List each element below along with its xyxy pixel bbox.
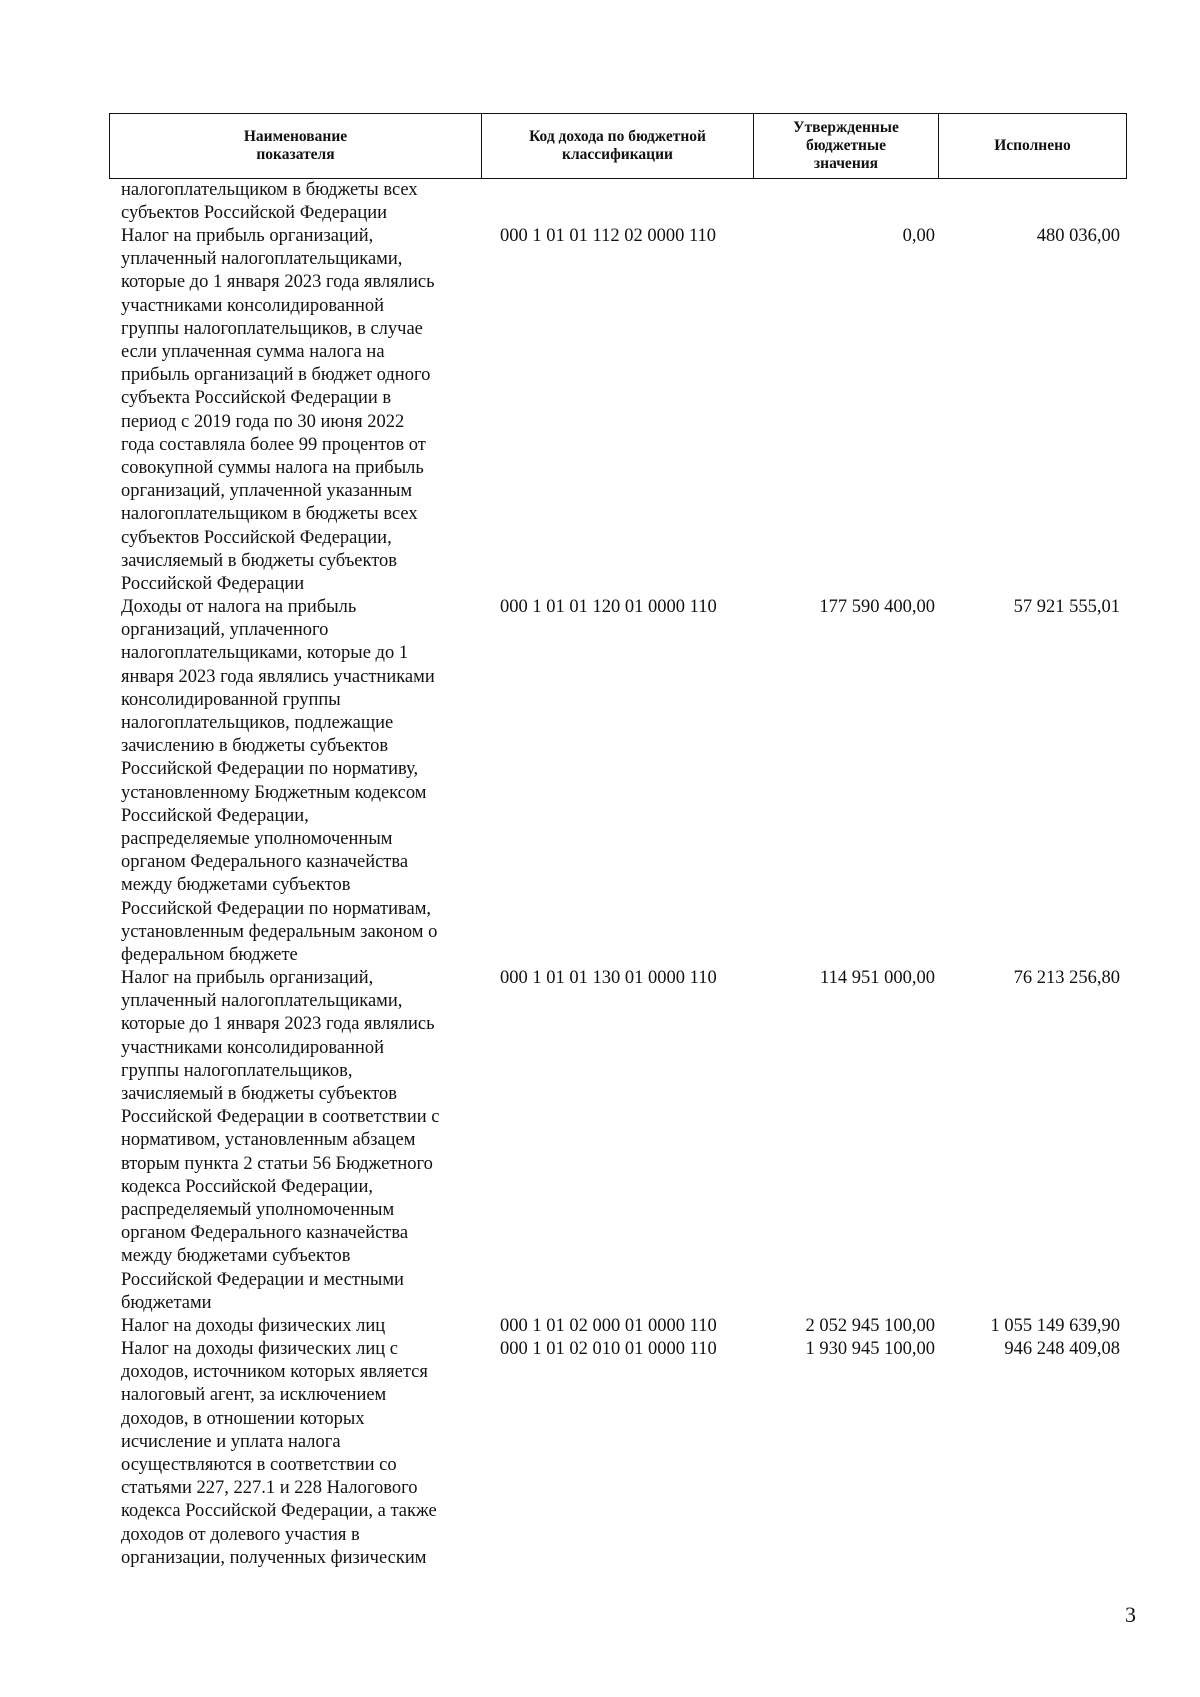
header-code: Код дохода по бюджетной классификации: [482, 114, 754, 178]
row-approved: 0,00: [902, 226, 935, 246]
table-header: [109, 113, 1127, 179]
header-approved: Утвержденные бюджетные значения: [754, 114, 939, 178]
page-number: 3: [1125, 1602, 1136, 1627]
row-done: 76 213 256,80: [1013, 968, 1120, 988]
row-name: Налог на доходы физических лиц с доходов, источником которых является налоговый агент, за исключением доходов, в отношении которых исчисление и уплата налога осуществляются в соответствии со статьями 227, 227.1 и 228 Налогового кодекса Российской Федерации, а также доходов от долевого участия в организации, полученных физическим: [121, 1339, 437, 1568]
row-done: 1 055 149 639,90: [990, 1316, 1120, 1336]
row-done: 480 036,00: [1036, 226, 1120, 246]
row-name: Налог на доходы физических лиц: [121, 1316, 386, 1336]
row-code: 000 1 01 01 130 01 0000 110: [500, 968, 717, 988]
row-approved: 1 930 945 100,00: [805, 1339, 935, 1359]
row-approved: 114 951 000,00: [820, 968, 935, 988]
row-code: 000 1 01 02 010 01 0000 110: [500, 1339, 717, 1359]
row-name: налогоплательщиком в бюджеты всех субъектов Российской Федерации: [121, 180, 418, 224]
row-done: 946 248 409,08: [1004, 1339, 1120, 1359]
row-name: Налог на прибыль организаций, уплаченный налогоплательщиками, которые до 1 января 2023 года являлись участниками консолидированной группы налогоплательщиков, зачисляемый в бюджеты субъектов Российской Федерации в соответствии с нормативом, установленным абзацем вторым пункта 2 статьи 56 Бюджетного кодекса Российской Федерации, распределяемый уполномоченным органом Федерального казначейства между бюджетами субъектов Российской Федерации и местными бюджетами: [121, 968, 440, 1313]
row-name: Налог на прибыль организаций, уплаченный налогоплательщиками, которые до 1 января 2023 года являлись участниками консолидированной группы налогоплательщиков, в случае если уплаченная сумма налога на прибыль организаций в бюджет одного субъекта Российской Федерации в период с 2019 года по 30 июня 2022 года составляла более 99 процентов от совокупной суммы налога на прибыль организаций, уплаченной указанным налогоплательщиком в бюджеты всех субъектов Российской Федерации, зачисляемый в бюджеты субъектов Российской Федерации: [121, 226, 435, 595]
row-name: Доходы от налога на прибыль организаций, уплаченного налогоплательщиками, которые до 1 января 2023 года являлись участниками консолидированной группы налогоплательщиков, подлежащие зачислению в бюджеты субъектов Российской Федерации по нормативу, установленному Бюджетным кодексом Российской Федерации, распределяемые уполномоченным органом Федерального казначейства между бюджетами субъектов Российской Федерации по нормативам, установленным федеральным законом о федеральном бюджете: [121, 597, 438, 966]
row-approved: 177 590 400,00: [819, 597, 935, 617]
row-code: 000 1 01 01 112 02 0000 110: [500, 226, 717, 246]
header-done: Исполнено: [994, 137, 1071, 154]
row-code: 000 1 01 01 120 01 0000 110: [500, 597, 717, 617]
header-name: Наименование показателя: [110, 114, 482, 178]
row-approved: 2 052 945 100,00: [805, 1316, 935, 1336]
row-code: 000 1 01 02 000 01 0000 110: [500, 1316, 717, 1336]
row-done: 57 921 555,01: [1013, 597, 1120, 617]
